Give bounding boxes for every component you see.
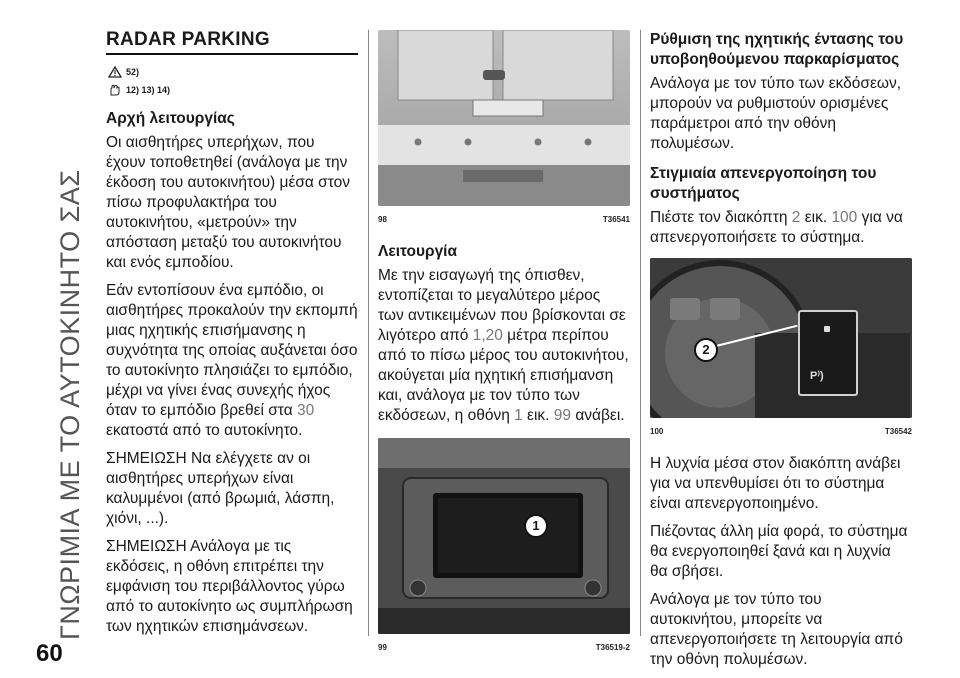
figure-number: 98 (378, 215, 387, 224)
paragraph: Πιέζοντας άλλη μία φορά, το σύστημα θα ενεργοποιηθεί ξανά και η λυχνία θα σβήσει. (650, 523, 908, 580)
figure-number: 100 (650, 427, 664, 436)
callout-2: 2 (694, 338, 718, 362)
dashboard-screen-illustration (378, 438, 630, 634)
figure-caption (650, 422, 912, 442)
paragraph: Πιέστε τον διακόπτη 2 εικ. 100 για να απενεργοποιήσετε το σύστημα. (650, 209, 903, 246)
column-2 (378, 30, 630, 658)
warning-triangle-icon (108, 66, 122, 78)
dashboard-switch-illustration (650, 258, 912, 418)
caution-refs: 12) 13) 14) (126, 85, 171, 95)
note-paragraph: ΣΗΜΕΙΩΣΗ Ανάλογα με τις εκδόσεις, η οθόνη επιτρέπει την εμφάνιση του περιβάλλοντος γύρω από το αυτοκίνητο ως συμπλήρωση των ηχητικών επισημάνσεων. (106, 538, 353, 635)
chapter-title: ΓΝΩΡΙΜΙΑ ΜΕ ΤΟ ΑΥΤΟΚΙΝΗΤΟ ΣΑΣ (55, 169, 85, 640)
paragraph: Ανάλογα με τον τύπο των εκδόσεων, μπορούν να ρυθμιστούν ορισμένες παράμετροι από την οθόνη πολυμέσων. (650, 75, 902, 152)
parking-sensor-switch[interactable] (798, 310, 858, 396)
caution-hand-icon (108, 84, 122, 96)
subhead-operating-principle: Αρχή λειτουργίας (106, 110, 235, 127)
rear-van-illustration (378, 30, 630, 206)
section-title: RADAR PARKING (106, 30, 358, 55)
subhead-temporary-deactivation: Στιγμιαία απενεργοποίηση του συστήματος (650, 165, 877, 202)
figure-number: 99 (378, 643, 387, 652)
callout-1: 1 (524, 514, 548, 538)
side-tab (0, 0, 85, 678)
switch-led-icon (824, 326, 830, 332)
figure-99 (378, 438, 630, 658)
figure-code: T36519-2 (595, 643, 630, 652)
note-paragraph: ΣΗΜΕΙΩΣΗ Να ελέγχετε αν οι αισθητήρες υπερήχων είναι καλυμμένοι (από βρωμιά, λάσπη, χιόνι, ...). (106, 450, 335, 527)
column-3 (650, 30, 912, 678)
figure-code: T36542 (884, 427, 912, 436)
paragraph: Η λυχνία μέσα στον διακόπτη ανάβει για να υπενθυμίσει ότι το σύστημα είναι απενεργοποιημένο. (650, 455, 901, 512)
paragraph: Ανάλογα με τον τύπο του αυτοκινήτου, μπορείτε να απενεργοποιήσετε τη λειτουργία από την οθόνη πολυμέσων. (650, 591, 903, 668)
switch-label: P⁾) (810, 370, 824, 382)
figure-caption (378, 210, 630, 230)
paragraph: Με την εισαγωγή της όπισθεν, εντοπίζεται το μεγαλύτερο μέρος των αντικειμένων που βρίσκονται σε λιγότερο από 1,20 μέτρα περίπου από το πίσω μέρος του αυτοκινήτου, ακούγεται μία ηχητική επισήμανση και, ανάλογα με τον τύπο των εκδόσεων, η οθόνη 1 εικ. 99 ανάβει. (378, 267, 629, 424)
figure-100 (650, 258, 912, 442)
column-divider (640, 30, 641, 636)
paragraph: Εάν εντοπίσουν ένα εμπόδιο, οι αισθητήρες προκαλούν την εκπομπή μιας ηχητικής επισήμανσης η συχνότητα της οποίας αυξάνεται όσο το αυτοκίνητο πλησιάζει το εμπόδιο, μέχρι να γίνει ένας συνεχής ήχος όταν το εμπόδιο βρεθεί στα 30 εκατοστά από το αυτοκίνητο. (106, 282, 358, 439)
subhead-volume-adjustment: Ρύθμιση της ηχητικής έντασης του υποβοηθούμενου παρκαρίσματος (650, 31, 904, 68)
dashboard-display-photo (378, 438, 630, 634)
warning-ref-row (108, 63, 358, 81)
rear-bumper-photo (378, 30, 630, 206)
switch-photo (650, 258, 912, 418)
caution-ref-row (108, 81, 358, 99)
column-1 (106, 30, 358, 645)
warning-ref: 52) (126, 67, 140, 77)
figure-98 (378, 30, 630, 230)
paragraph: Οι αισθητήρες υπερήχων, που έχουν τοποθετηθεί (ανάλογα με την έκδοση του αυτοκινήτου) μέσα στον πίσω προφυλακτήρα του αυτοκινήτου, «μετρούν» την απόσταση μεταξύ του αυτοκινήτου και ενός εμποδίου. (106, 134, 351, 271)
figure-caption (378, 638, 630, 658)
page-number: 60 (36, 640, 63, 667)
figure-code: T36541 (602, 215, 630, 224)
column-divider (368, 30, 369, 636)
subhead-operation: Λειτουργία (378, 243, 458, 260)
